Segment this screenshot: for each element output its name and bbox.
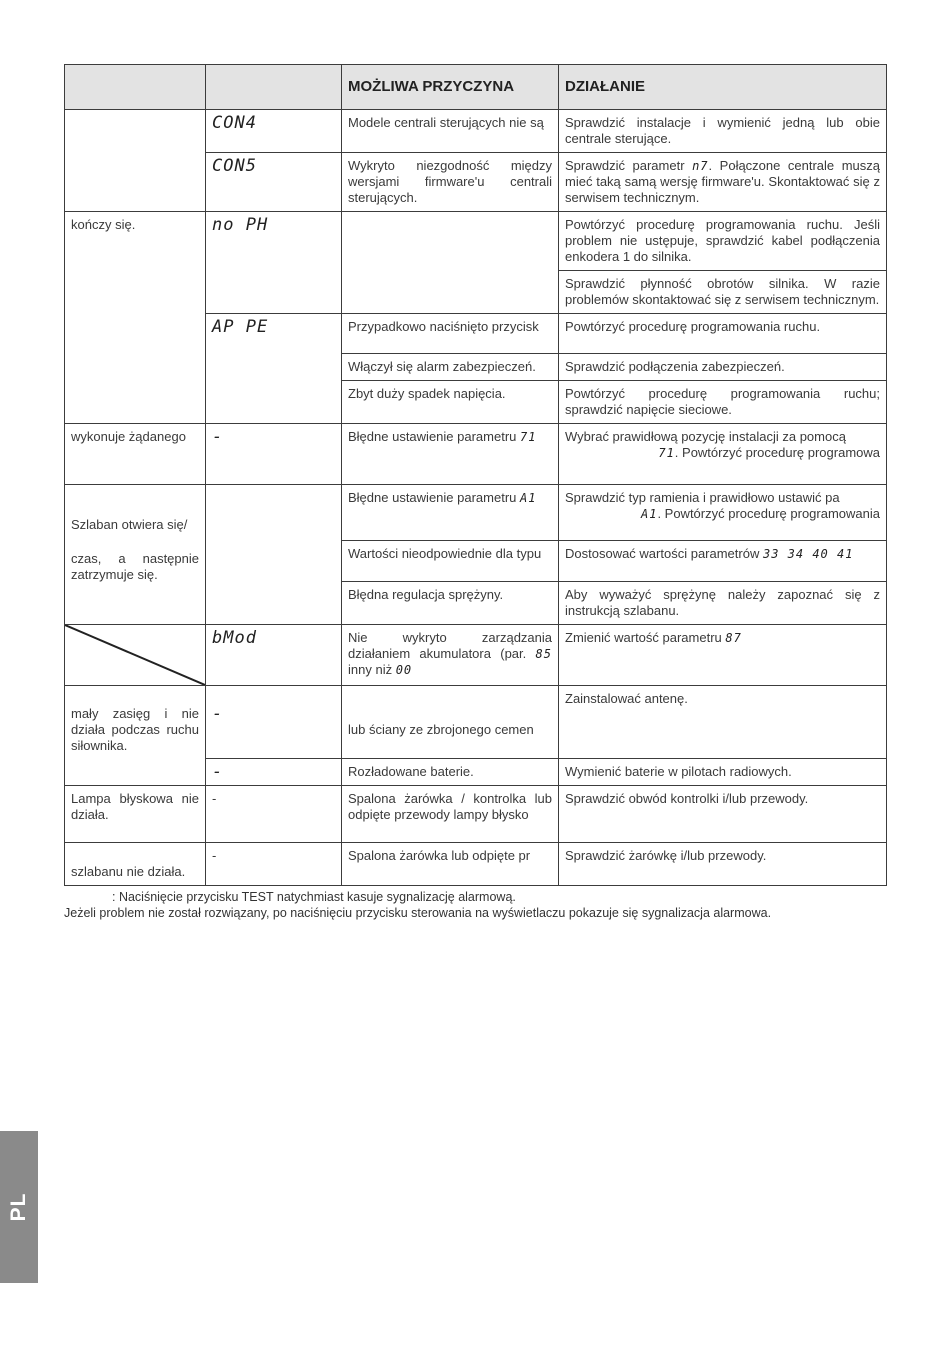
param-code: 71 [658,446,675,460]
action-text: . Połączone centrale muszą mieć taką samą wersję firmware'u. Skontaktować się z serwisem technicznym. [565,158,880,205]
symptom-cell: Lampa błyskowa nie działa. [65,786,206,843]
action-cell: Powtórzyć procedurę programowania ruchu. [559,314,887,354]
action-text: Zmienić wartość parametru [565,630,726,645]
display-code: no PH [206,212,342,314]
symptom-cell: wykonuje żądanego [65,424,206,485]
action-text: Sprawdzić typ ramienia i prawidłowo ustawić pa [565,490,840,505]
action-line-2 [565,506,880,522]
symptom-text: czas, a następnie zatrzymuje się. [71,551,199,582]
header-cause: MOŻLIWA PRZYCZYNA [342,65,559,110]
cause-cell [342,485,559,541]
param-code: n7 [692,159,709,173]
table-row [65,786,887,843]
symptom-cell [65,110,206,212]
cause-cell: Wykryto niezgodność między wersjami firmware'u centrali sterujących. [342,153,559,212]
footnote-problem-persists: Jeżeli problem nie został rozwiązany, po naciśnięciu przycisku sterowania na wyświetlaczu pokazuje się sygnalizacja alarmowa. [64,906,772,920]
symptom-cell: kończy się. [65,212,206,424]
table-header-row [65,65,887,110]
action-text: Dostosować wartości parametrów [565,546,763,561]
display-code: CON4 [206,110,342,153]
symptom-text: Szlaban otwiera się/ [71,517,188,532]
action-cell [559,625,887,686]
table-row [65,843,887,886]
action-cell [559,424,887,485]
param-code: 85 [535,647,552,661]
diagonal-line [65,625,205,685]
header-code [206,65,342,110]
action-cell: Aby wyważyć sprężynę należy zapoznać się z instrukcją szlabanu. [559,582,887,625]
cause-cell [342,212,559,314]
header-symptom [65,65,206,110]
code-cell: - [206,843,342,886]
param-code: A1 [520,491,537,505]
action-text: Sprawdzić parametr [565,158,693,173]
display-code: bMod [206,625,342,686]
action-text: Wybrać prawidłową pozycję instalacji za pomocą [565,429,846,444]
param-code: 71 [520,430,537,444]
cause-cell: Zbyt duży spadek napięcia. [342,381,559,424]
action-cell: Powtórzyć procedurę programowania ruchu; sprawdzić napięcie sieciowe. [559,381,887,424]
symptom-cell: mały zasięg i nie działa podczas ruchu siłownika. [65,686,206,786]
action-cell: Zainstalować antenę. [559,686,887,759]
action-cell: Sprawdzić obwód kontrolki i/lub przewody. [559,786,887,843]
cause-text: Błędne ustawienie parametru [348,490,520,505]
cause-cell: Spalona żarówka / kontrolka lub odpięte przewody lampy błysko [342,786,559,843]
action-cell: Sprawdzić płynność obrotów silnika. W razie problemów skontaktować się z serwisem technicznym. [559,271,887,314]
action-cell [559,485,887,541]
language-tab [0,1131,38,1283]
cause-cell: Rozładowane baterie. [342,759,559,786]
language-tab-label: PL [7,1192,30,1222]
symptom-cell: szlabanu nie działa. [65,843,206,886]
table-row [65,110,887,153]
action-cell: Powtórzyć procedurę programowania ruchu. Jeśli problem nie ustępuje, sprawdzić kabel podłączenia enkodera 1 do silnika. [559,212,887,271]
action-cell [559,541,887,582]
cause-cell: Błędna regulacja sprężyny. [342,582,559,625]
footnote-test-reset: : Naciśnięcie przycisku TEST natychmiast kasuje sygnalizację alarmową. [112,890,516,904]
display-code: - [206,424,342,485]
table-row [65,686,887,759]
symptom-cell [65,485,206,625]
code-cell: - [206,786,342,843]
table-row [65,485,887,541]
action-text: . Powtórzyć procedurę programowa [674,445,880,460]
cause-cell [342,625,559,686]
action-cell: Sprawdzić żarówkę i/lub przewody. [559,843,887,886]
cause-text: Błędne ustawienie parametru [348,429,520,444]
display-code: AP PE [206,314,342,424]
code-cell [206,485,342,625]
display-code: - [206,759,342,786]
cause-cell: Włączył się alarm zabezpieczeń. [342,354,559,381]
cause-cell: Spalona żarówka lub odpięte pr [342,843,559,886]
cause-cell: lub ściany ze zbrojonego cemen [342,686,559,759]
diagonal-cell [65,625,206,686]
action-text: . Powtórzyć procedurę programowania [657,506,880,521]
display-code: - [206,686,342,759]
action-cell [559,153,887,212]
action-cell: Sprawdzić podłączenia zabezpieczeń. [559,354,887,381]
header-action: DZIAŁANIE [559,65,887,110]
param-code: 87 [725,631,742,645]
param-code: 00 [395,663,413,677]
table-row [65,424,887,485]
action-cell: Wymienić baterie w pilotach radiowych. [559,759,887,786]
table-row [65,212,887,271]
troubleshooting-table [64,64,887,886]
cause-cell: Przypadkowo naciśnięto przycisk [342,314,559,354]
cause-cell: Wartości nieodpowiednie dla typu [342,541,559,582]
param-code: A1 [640,507,658,521]
cause-cell [342,424,559,485]
table-row [65,625,887,686]
action-cell: Sprawdzić instalacje i wymienić jedną lub obie centrale sterujące. [559,110,887,153]
display-code: CON5 [206,153,342,212]
cause-cell: Modele centrali sterujących nie są [342,110,559,153]
cause-text: Nie wykryto zarządzania działaniem akumulatora (par. [348,630,552,661]
action-line-2 [565,445,880,461]
param-code: 33 34 40 41 [762,547,854,561]
footnotes [64,889,886,921]
cause-text: inny niż [348,662,396,677]
